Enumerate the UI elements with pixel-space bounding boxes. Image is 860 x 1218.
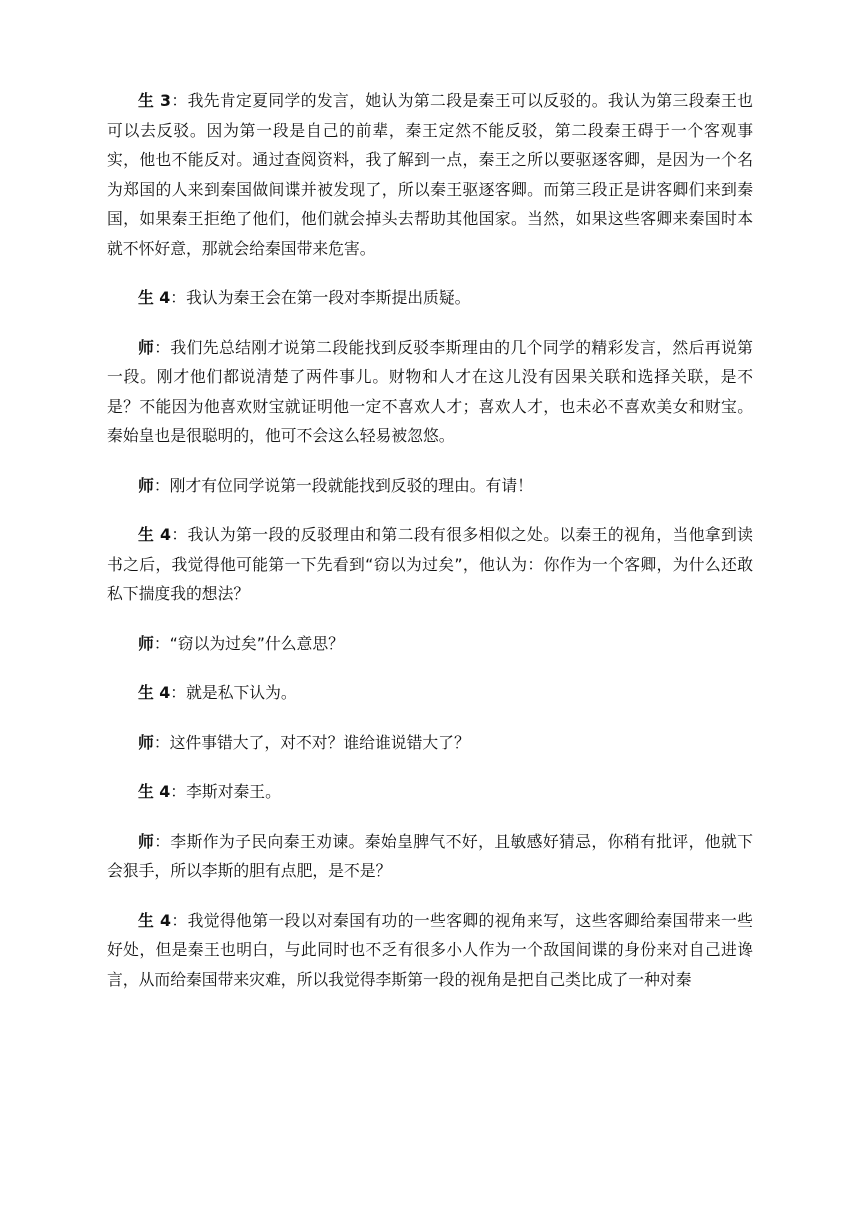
paragraph-text: ：我们先总结刚才说第二段能找到反驳李斯理由的几个同学的精彩发言，然后再说第一段。刚才他们都说清楚了两件事儿。财物和人才在这儿没有因果关联和选择关联，是不是？不能因为他喜欢财宝就证明他一定不喜欢人才；喜欢人才，也未必不喜欢美女和财宝。秦始皇也是很聪明的，他可不会这么轻易被忽悠。 xyxy=(107,337,753,445)
dialogue-paragraph xyxy=(107,678,753,708)
speaker-label: 师 xyxy=(138,337,155,357)
paragraph-text: ：我觉得他第一段以对秦国有功的一些客卿的视角来写，这些客卿给秦国带来一些好处，但是秦王也明白，与此同时也不乏有很多小人作为一个敌国间谍的身份来对自己进谗言，从而给秦国带来灾难，所以我觉得李斯第一段的视角是把自己类比成了一种对秦 xyxy=(107,910,753,989)
dialogue-paragraph xyxy=(107,728,753,758)
paragraph-text: ：我先肯定夏同学的发言，她认为第二段是秦王可以反驳的。我认为第三段秦王也可以去反驳。因为第一段是自己的前辈，秦王定然不能反驳，第二段秦王碍于一个客观事实，他也不能反对。通过查阅资料，我了解到一点，秦王之所以要驱逐客卿，是因为一个名为郑国的人来到秦国做间谍并被发现了，所以秦王驱逐客卿。而第三段正是讲客卿们来到秦国，如果秦王拒绝了他们，他们就会掉头去帮助其他国家。当然，如果这些客卿来秦国时本就不怀好意，那就会给秦国带来危害。 xyxy=(107,91,753,258)
paragraph-text: ：就是私下认为。 xyxy=(170,683,297,702)
speaker-label: 生 4 xyxy=(138,288,171,307)
paragraph-text: ：我认为第一段的反驳理由和第二段有很多相似之处。以秦王的视角，当他拿到读书之后，我觉得他可能第一下先看到“窃以为过矣”，他认为：你作为一个客卿，为什么还敢私下揣度我的想法？ xyxy=(107,525,753,603)
paragraph-text: ：李斯对秦王。 xyxy=(170,782,281,801)
paragraph-text: ：李斯作为子民向秦王劝谏。秦始皇脾气不好，且敏感好猜忌，你稍有批评，他就下会狠手，所以李斯的胆有点肥，是不是？ xyxy=(107,831,753,880)
speaker-label: 生 4 xyxy=(138,525,172,544)
speaker-label: 生 3 xyxy=(138,91,172,110)
speaker-label: 生 4 xyxy=(138,910,172,930)
speaker-label: 师 xyxy=(138,732,154,752)
dialogue-paragraph xyxy=(107,520,753,609)
paragraph-text: ：这件事错大了，对不对？谁给谁说错大了？ xyxy=(153,732,470,752)
dialogue-paragraph xyxy=(107,471,753,501)
dialogue-paragraph xyxy=(107,629,753,659)
speaker-label: 师 xyxy=(138,831,155,851)
dialogue-paragraph xyxy=(107,906,753,995)
document-page xyxy=(107,86,753,1014)
dialogue-paragraph xyxy=(107,777,753,807)
paragraph-text: ：刚才有位同学说第一段就能找到反驳的理由。有请！ xyxy=(153,475,533,495)
speaker-label: 师 xyxy=(138,475,154,495)
paragraph-text: ：我认为秦王会在第一段对李斯提出质疑。 xyxy=(170,288,471,307)
dialogue-paragraph xyxy=(107,283,753,313)
speaker-label: 师 xyxy=(138,633,154,653)
dialogue-paragraph xyxy=(107,86,753,263)
paragraph-text: ：“窃以为过矣”什么意思？ xyxy=(153,633,344,653)
speaker-label: 生 4 xyxy=(138,683,171,702)
speaker-label: 生 4 xyxy=(138,782,171,801)
dialogue-paragraph xyxy=(107,333,753,451)
dialogue-paragraph xyxy=(107,827,753,886)
